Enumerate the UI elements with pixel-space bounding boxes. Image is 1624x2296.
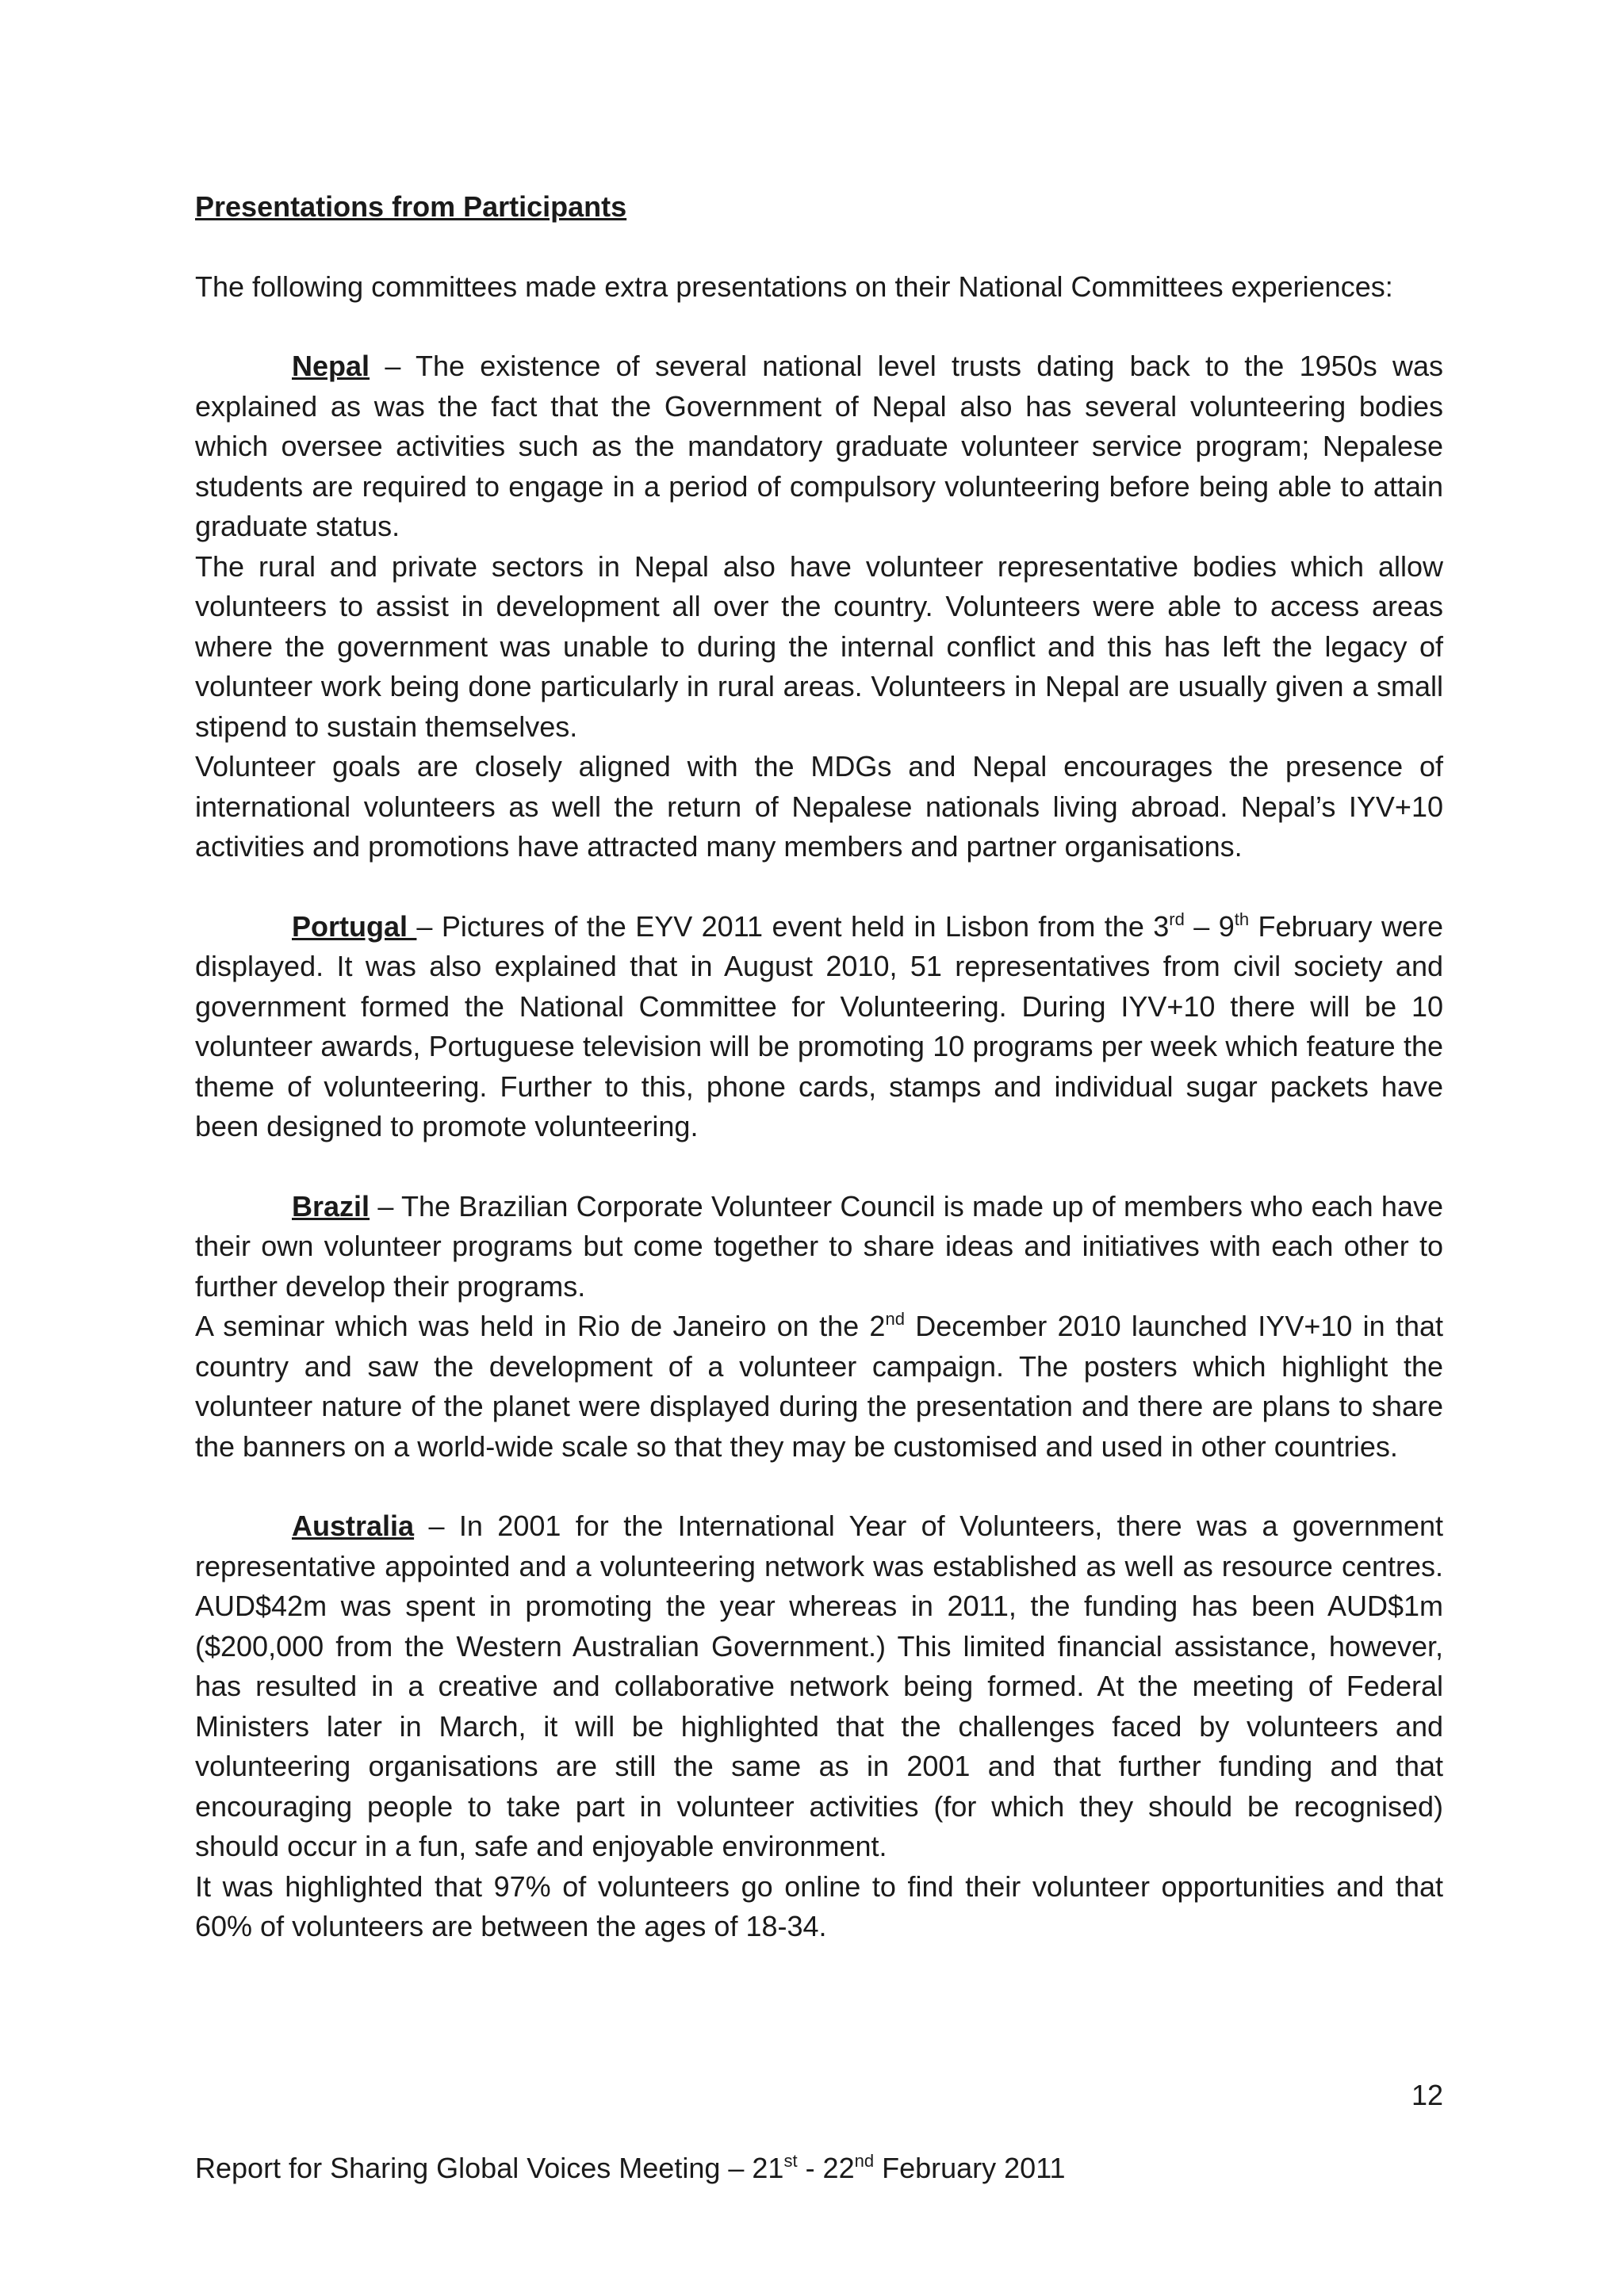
portugal-sup-a: rd xyxy=(1169,909,1185,929)
page-number: 12 xyxy=(1411,2079,1443,2111)
country-name-australia: Australia xyxy=(292,1510,415,1542)
brazil-text-a: A seminar which was held in Rio de Janeiro on the 2 xyxy=(195,1310,886,1342)
country-name-portugal: Portugal xyxy=(292,909,417,943)
page-content xyxy=(195,187,1443,1947)
portugal-paragraph xyxy=(195,907,1443,1147)
brazil-section xyxy=(195,1187,1443,1468)
footer-text-b: - 22 xyxy=(797,2152,855,2184)
footer-text-a: Report for Sharing Global Voices Meeting – 21 xyxy=(195,2152,784,2184)
brazil-paragraph-1-text: – The Brazilian Corporate Volunteer Council is made up of members who each have their own volunteer programs but come together to share ideas and initiatives with each other to further develop their programs. xyxy=(195,1189,1443,1303)
brazil-paragraph-1 xyxy=(195,1187,1443,1307)
brazil-paragraph-2 xyxy=(195,1307,1443,1467)
section-heading: Presentations from Participants xyxy=(195,190,627,223)
portugal-text-b: – 9 xyxy=(1184,909,1235,943)
nepal-paragraph-3: Volunteer goals are closely aligned with the MDGs and Nepal encourages the presence of international volunteers as well the return of Nepalese nationals living abroad. Nepal’s IYV+10 activities and promotions have attracted many members and partner organisations. xyxy=(195,750,1443,863)
country-name-nepal: Nepal xyxy=(292,350,370,382)
brazil-sup: nd xyxy=(885,1309,905,1329)
nepal-section xyxy=(195,346,1443,867)
footer-sup-a: st xyxy=(783,2151,798,2171)
portugal-text-c: February were displayed. It was also explained that in August 2010, 51 representatives from civil society and government formed the National Committee for Volunteering. During IYV+10 there will be 10 volunteer awards, Portuguese television will be promoting 10 programs per week which feature the theme of volunteering. Further to this, phone cards, stamps and individual sugar packets have been designed to promote volunteering. xyxy=(195,909,1443,1142)
intro-paragraph: The following committees made extra presentations on their National Committees experiences: xyxy=(195,270,1393,303)
portugal-sup-b: th xyxy=(1234,909,1250,929)
page-footer xyxy=(195,2149,1066,2188)
portugal-text-a: – Pictures of the EYV 2011 event held in Lisbon from the 3 xyxy=(416,909,1170,943)
footer-sup-b: nd xyxy=(854,2151,875,2171)
nepal-paragraph-1-text: – The existence of several national level trusts dating back to the 1950s was explained as was the fact that the Government of Nepal also has several volunteering bodies which oversee activities such as the mandatory graduate volunteer service program; Nepalese students are required to engage in a period of compulsory volunteering before being able to attain graduate status. xyxy=(195,350,1443,542)
brazil-text-b: December 2010 launched IYV+10 in that country and saw the development of a volunteer campaign. The posters which highlight the volunteer nature of the planet were displayed during the presentation and there are plans to share the banners on a world-wide scale so that they may be customised and used in other countries. xyxy=(195,1310,1444,1463)
footer-text-c: February 2011 xyxy=(874,2152,1066,2184)
portugal-section xyxy=(195,907,1443,1147)
australia-paragraph-1-text: – In 2001 for the International Year of Volunteers, there was a government representative appointed and a volunteering network was established as well as resource centres. AUD$42m was spent in promoting the year whereas in 2011, the funding has been AUD$1m ($200,000 from the Western Australian Government.) This limited financial assistance, however, has resulted in a creative and collaborative network being formed. At the meeting of Federal Ministers later in March, it will be highlighted that the challenges faced by volunteers and volunteering organisations are still the same as in 2001 and that further funding and that encouraging people to take part in volunteer activities (for which they should be recognised) should occur in a fun, safe and enjoyable environment. xyxy=(195,1510,1443,1862)
nepal-paragraph-2: The rural and private sectors in Nepal also have volunteer representative bodies which allow volunteers to assist in development all over the country. Volunteers were able to access areas where the government was unable to during the internal conflict and this has left the legacy of volunteer work being done particularly in rural areas. Volunteers in Nepal are usually given a small stipend to sustain themselves. xyxy=(195,549,1443,743)
nepal-paragraph-1 xyxy=(195,346,1443,547)
australia-paragraph-1 xyxy=(195,1506,1443,1867)
australia-paragraph-2: It was highlighted that 97% of volunteers go online to find their volunteer opportunities and that 60% of volunteers are between the ages of 18-34. xyxy=(195,1869,1443,1942)
australia-section xyxy=(195,1506,1443,1947)
country-name-brazil: Brazil xyxy=(292,1189,370,1223)
